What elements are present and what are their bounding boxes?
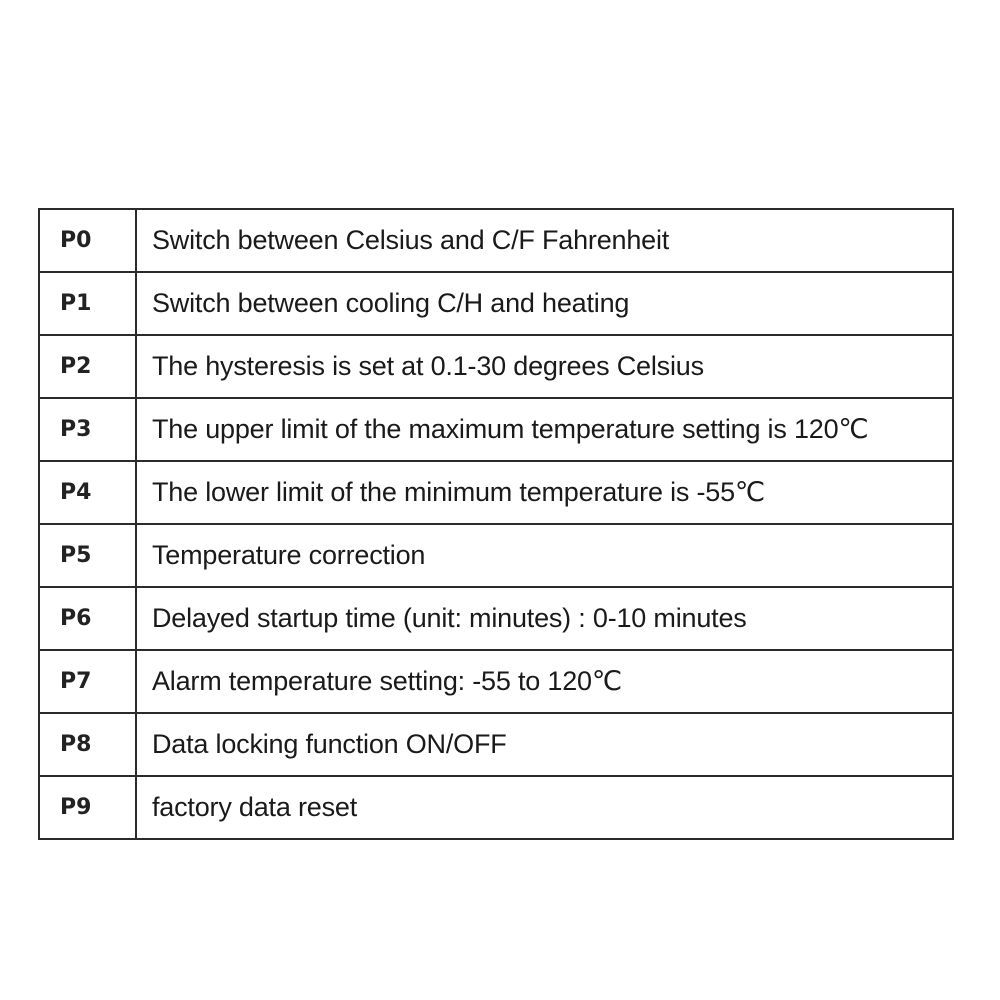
parameter-description: Temperature correction: [136, 524, 953, 587]
parameter-description: factory data reset: [136, 776, 953, 839]
parameter-description: The lower limit of the minimum temperature is -55℃: [136, 461, 953, 524]
table-row: [39, 461, 953, 524]
parameter-code: P9: [39, 776, 136, 839]
parameter-code: P1: [39, 272, 136, 335]
parameter-description: Switch between cooling C/H and heating: [136, 272, 953, 335]
table-row: [39, 398, 953, 461]
table-row: [39, 209, 953, 272]
parameter-code: P8: [39, 713, 136, 776]
table-row: [39, 335, 953, 398]
table-row: [39, 713, 953, 776]
table-row: [39, 776, 953, 839]
table-row: [39, 650, 953, 713]
parameter-description: Alarm temperature setting: -55 to 120℃: [136, 650, 953, 713]
parameter-code: P5: [39, 524, 136, 587]
parameter-code: P6: [39, 587, 136, 650]
parameter-table: [38, 208, 954, 840]
parameter-description: Delayed startup time (unit: minutes) : 0-10 minutes: [136, 587, 953, 650]
parameter-code: P3: [39, 398, 136, 461]
table-row: [39, 587, 953, 650]
parameter-description: The hysteresis is set at 0.1-30 degrees Celsius: [136, 335, 953, 398]
parameter-code: P7: [39, 650, 136, 713]
parameter-description: Switch between Celsius and C/F Fahrenheit: [136, 209, 953, 272]
parameter-description: Data locking function ON/OFF: [136, 713, 953, 776]
parameter-code: P4: [39, 461, 136, 524]
parameter-code: P2: [39, 335, 136, 398]
table-row: [39, 524, 953, 587]
parameter-code: P0: [39, 209, 136, 272]
parameter-description: The upper limit of the maximum temperature setting is 120℃: [136, 398, 953, 461]
table-row: [39, 272, 953, 335]
